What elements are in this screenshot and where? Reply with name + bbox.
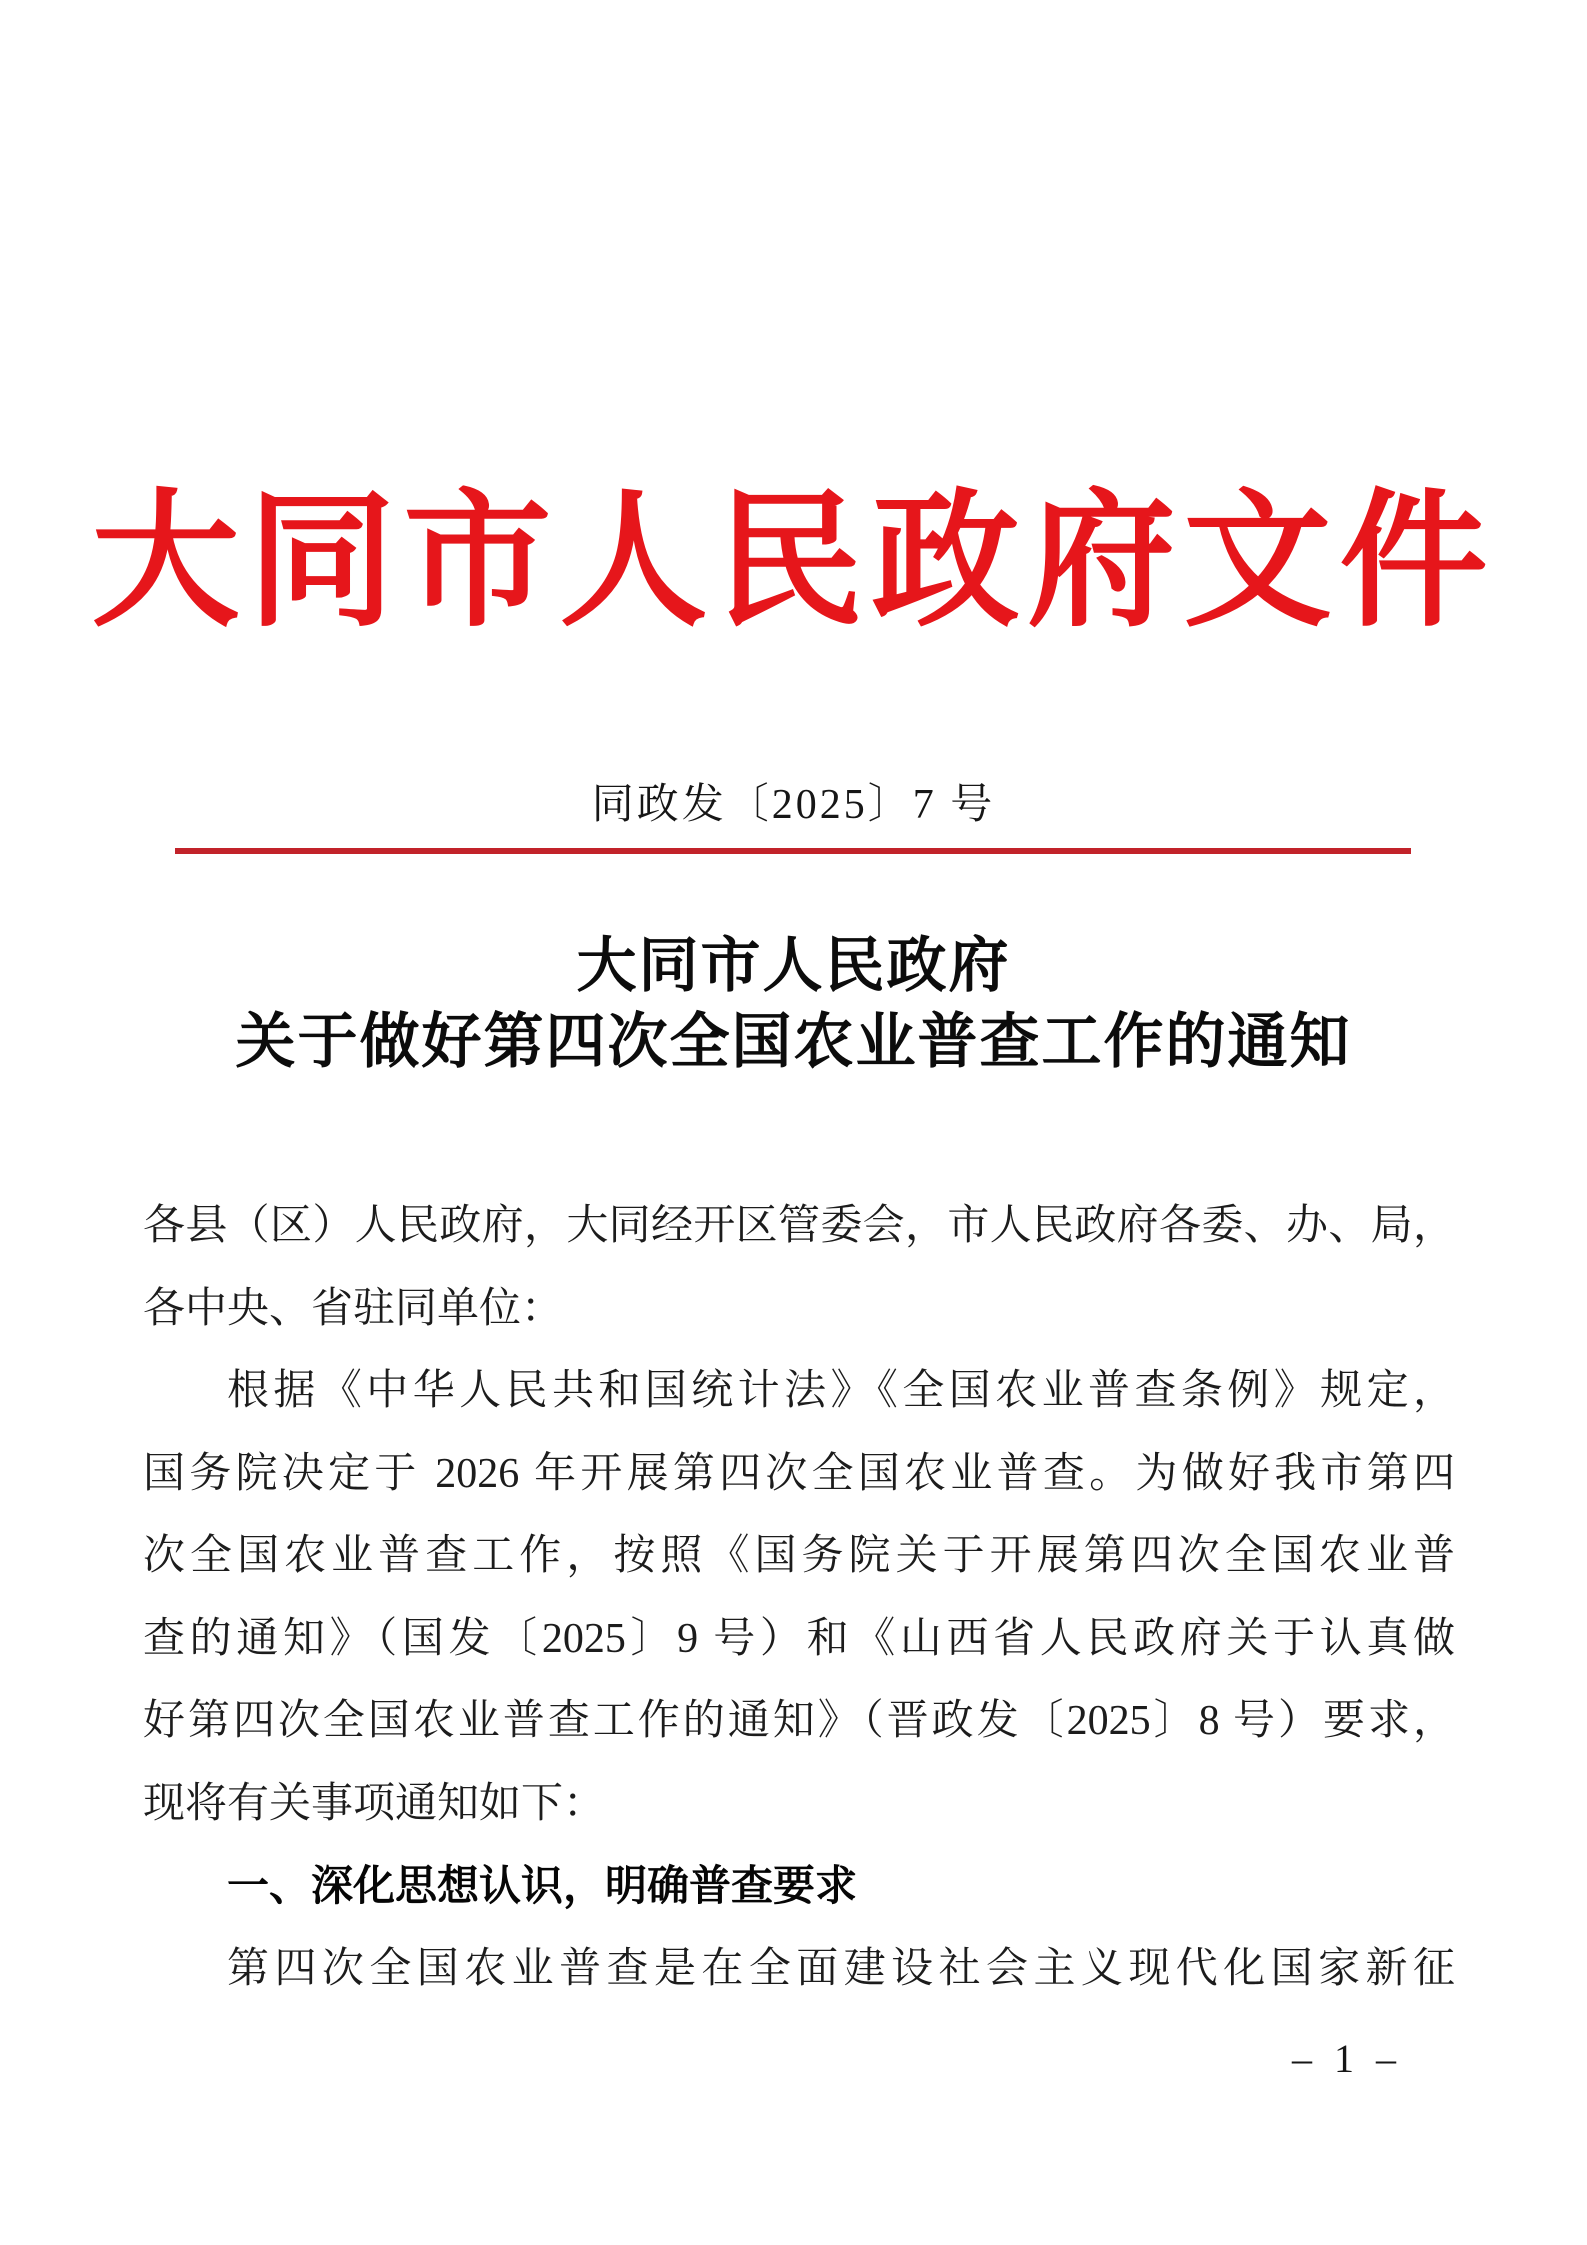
section-heading-1: 一、深化思想认识，明确普查要求 [227,1862,858,1909]
document-body [143,1185,1455,2010]
body-line-recipients-2: 各中央、省驻同单位： [143,1285,564,1332]
document-title-line2: 关于做好第四次全国农业普查工作的通知 [235,1009,1352,1075]
document-title [0,928,1587,1080]
body-line: 查的通知》（国发〔2025〕9 号）和《山西省人民政府关于认真做 [143,1615,1455,1662]
body-line: 次全国农业普查工作，按照《国务院关于开展第四次全国农业普 [143,1533,1455,1579]
body-line-notice-intro: 现将有关事项通知如下： [143,1780,606,1827]
body-line-paragraph-start: 根据《中华人民共和国统计法》《全国农业普查条例》规定， [227,1368,1455,1414]
document-title-line1: 大同市人民政府 [576,933,1011,999]
body-line-recipients-1: 各县（区）人民政府，大同经开区管委会，市人民政府各委、办、局， [143,1203,1455,1249]
masthead-title: 大同市人民政府文件 [91,481,1496,645]
body-line-section-paragraph: 第四次全国农业普查是在全面建设社会主义现代化国家新征 [227,1945,1455,1992]
red-divider-line [175,848,1411,854]
page-number: – 1 – [1292,2036,1402,2081]
body-line: 国务院决定于 2026 年开展第四次全国农业普查。为做好我市第四 [143,1450,1455,1497]
document-number: 同政发〔2025〕7 号 [591,782,996,828]
body-line: 好第四次全国农业普查工作的通知》（晋政发〔2025〕8 号）要求， [143,1698,1455,1744]
